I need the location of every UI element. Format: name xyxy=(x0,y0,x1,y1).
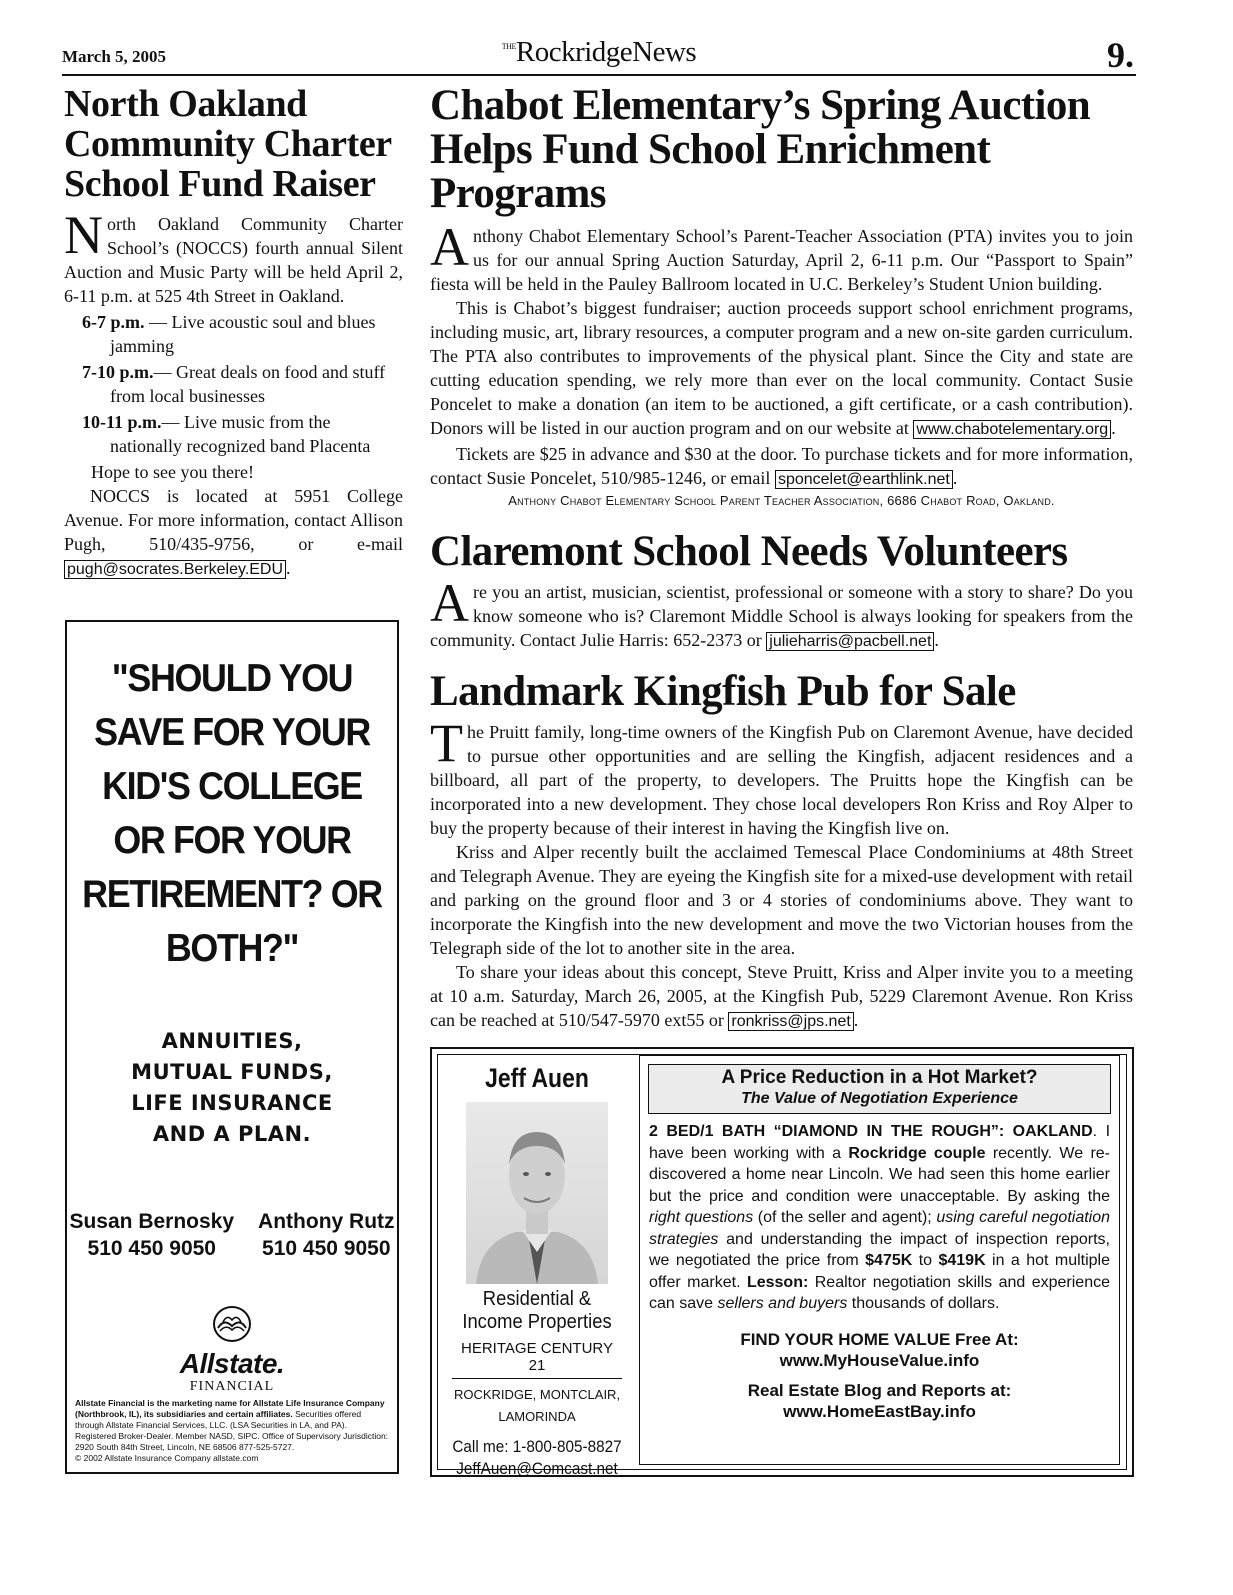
article-paragraph: The Pruitt family, long-time owners of the Kingfish Pub on Claremont Avenue, have decided to pursue other opportunities and are selling the Kingfish, adjacent residences and a billboard, all part of the property, to developers. The Pruitts hope the Kingfish can be incorporated into a new development. They chose local developers Ron Kriss and Roy Alper to buy the property because of their interest in having the Kingfish live on. xyxy=(430,713,1133,838)
event-schedule xyxy=(82,310,403,458)
website-link[interactable]: www.chabotelementary.org xyxy=(913,420,1111,439)
schedule-item: 10-11 p.m.— Live music from the nationally recognized band Placenta xyxy=(82,412,371,456)
blog-link[interactable]: www.HomeEastBay.info xyxy=(783,1402,976,1421)
closing-line: Hope to see you there! xyxy=(91,462,254,482)
article-headline: Claremont School Needs Volunteers xyxy=(430,528,1068,575)
masthead-title: RockridgeNews xyxy=(515,36,697,68)
masthead xyxy=(62,36,1136,69)
agent-company: HERITAGE CENTURY 21 xyxy=(452,1340,622,1379)
agent-phone[interactable]: Call me: 1-800-805-8827 xyxy=(452,1437,622,1456)
allstate-brand: Allstate. xyxy=(179,1348,285,1379)
article-paragraph: To share your ideas about this concept, Steve Pruitt, Kriss and Alper invite you to a meeting at 10 a.m. Saturday, March 26, 2005, at the Kingfish Pub, 5229 Claremont Avenue. Ron Kriss can be reached at 510/547-5970 ext55 or ronkriss@jps.net . xyxy=(430,962,1133,1030)
drop-cap: A xyxy=(430,217,469,277)
ad-fine-print: Allstate Financial is the marketing name for Allstate Life Insurance Company (Northbrook, IL), its subsidiaries and certain affiliates. Securities offered through Allstate Financial Services, LLC. (LSA Securities in LA, and PA). Registered Broker-Dealer. Member NASD, SIPC. Office of Supervisory Jurisdiction: 2920 South 84th Street, Lincoln, NE 68506 877-525-5727. © 2002 Allstate Insurance Company allstate.com xyxy=(75,1398,389,1463)
drop-cap: T xyxy=(430,713,463,773)
page-header xyxy=(62,35,1136,76)
agent-email[interactable]: JeffAuen@Comcast.net xyxy=(456,1459,618,1478)
article-paragraph: Anthony Chabot Elementary School’s Parent-Teacher Association (PTA) invites you to join us for our annual Spring Auction Saturday, April 2, 6-11 p.m. Our “Passport to Spain” fiesta will be held in the Pauley Ballroom located in U.C. Berkeley’s Student Union building. xyxy=(430,217,1133,294)
ad-title-box xyxy=(648,1064,1111,1114)
ad-subtitle: The Value of Negotiation Experience xyxy=(741,1090,1018,1107)
email-link[interactable]: pugh@socrates.Berkeley.EDU xyxy=(64,560,286,579)
ad-body: 2 BED/1 BATH “DIAMOND IN THE ROUGH”: OAKLAND. I have been working with a Rockridge couple recently. We re-discovered a home near Lincoln. We had seen this home earlier but the price and condition were unacceptable. By asking the right questions (of the seller and agent); using careful negotiation strategies and understanding the impact of inspection reports, we negotiated the price from $475K to $419K in a hot multiple offer market. Lesson: Realtor negotiation skills and experience can save sellers and buyers thousands of dollars. xyxy=(649,1123,1111,1312)
drop-cap: N xyxy=(64,205,103,265)
email-link[interactable]: ronkriss@jps.net xyxy=(728,1012,853,1031)
home-value-link[interactable]: www.MyHouseValue.info xyxy=(779,1351,980,1370)
ad-copy-panel xyxy=(639,1055,1120,1465)
kingfish-article xyxy=(430,670,1133,1034)
agent-panel xyxy=(438,1055,636,1478)
article-headline: North Oakland Community Charter School Fund Raiser xyxy=(64,83,392,205)
home-value-cta: FIND YOUR HOME VALUE Free At: www.MyHouseValue.info xyxy=(640,1329,1119,1372)
agent-card: Anthony Rutz 510 450 9050 xyxy=(258,1210,395,1260)
article-credit: Anthony Chabot Elementary School Parent Teacher Association, 6686 Chabot Road, Oakland. xyxy=(508,493,1055,508)
location-paragraph: NOCCS is located at 5951 College Avenue. For more information, contact Allison Pugh, 510/435-9756, or e-mail pugh@socrates.Berkeley.EDU . xyxy=(64,486,403,578)
service-area: ROCKRIDGE, MONTCLAIR, LAMORINDA xyxy=(453,1387,621,1424)
agent-portrait-icon xyxy=(466,1102,608,1284)
article-headline: Landmark Kingfish Pub for Sale xyxy=(430,668,1016,715)
drop-cap: A xyxy=(430,573,469,633)
email-link[interactable]: julieharris@pacbell.net xyxy=(766,632,934,651)
masthead-the: THE xyxy=(501,42,516,51)
article-paragraph: Tickets are $25 in advance and $30 at the door. To purchase tickets and for more information, contact Susie Poncelet, 510/985-1246, or email sponcelet@earthlink.net . xyxy=(430,444,1133,488)
ad-title: A Price Reduction in a Hot Market? xyxy=(721,1067,1038,1088)
article-intro: North Oakland Community Charter School’s (NOCCS) fourth annual Silent Auction and Music Party will be held April 2, 6-11 p.m. at 525 4th Street in Oakland. xyxy=(64,205,403,306)
email-link[interactable]: sponcelet@earthlink.net xyxy=(775,470,953,489)
page-number: 9. xyxy=(1107,35,1134,75)
schedule-item: 6-7 p.m. — Live acoustic soul and blues jamming xyxy=(82,312,376,356)
right-column xyxy=(430,84,1133,1034)
claremont-article xyxy=(430,530,1133,654)
realestate-ad xyxy=(430,1047,1134,1477)
good-hands-icon xyxy=(210,1304,254,1344)
article-paragraph: Are you an artist, musician, scientist, professional or someone with a story to share? Do you know someone who is? Claremont Middle School is always looking for speakers from the community. Contact Julie Harris: 652-2373 or julieharris@pacbell.net . xyxy=(430,573,1133,650)
schedule-item: 7-10 p.m.— Great deals on food and stuff from local businesses xyxy=(82,362,386,406)
agent-contact xyxy=(448,1436,626,1480)
agent-card: Susan Bernosky 510 450 9050 xyxy=(69,1210,235,1260)
agent-photo xyxy=(466,1102,608,1284)
allstate-financial: FINANCIAL xyxy=(189,1379,275,1394)
article-paragraph: This is Chabot’s biggest fundraiser; auction proceeds support school enrichment programs, including music, art, library resources, a computer program and a new on-site garden curriculum. The PTA also contributes to improvements of the physical plant. Since the City and state are cutting education spending, we rely more than ever on the local community. Contact Susie Poncelet to make a donation (an item to be auctioned, a gift certificate, or a cash contribution). Donors will be listed in our auction program and on our website at www.chabotelementary.org . xyxy=(430,298,1133,438)
issue-date: March 5, 2005 xyxy=(62,47,167,66)
agent-name: Jeff Auen xyxy=(485,1063,589,1093)
agent-specialty: Residential & Income Properties xyxy=(462,1288,612,1333)
article-headline: Chabot Elementary’s Spring Auction Helps Fund School Enrichment Programs xyxy=(430,82,1091,217)
article-paragraph: Kriss and Alper recently built the acclaimed Temescal Place Condominiums at 48th Street and Telegraph Avenue. They are eyeing the Kingfish site for a mixed-use development with retail and parking on the ground floor and 3 or 4 stories of condominiums above. They want to incorporate the Kingfish into the new development and move the two Victorian houses from the Telegraph side of the lot to another site in the area. xyxy=(430,842,1133,958)
allstate-logo xyxy=(67,1304,397,1395)
ad-agents xyxy=(67,1208,397,1262)
blog-cta: Real Estate Blog and Reports at: www.HomeEastBay.info xyxy=(640,1380,1119,1423)
allstate-ad xyxy=(65,620,399,1474)
noccs-article xyxy=(64,84,403,582)
ad-products: ANNUITIES, MUTUAL FUNDS, LIFE INSURANCE AND A PLAN. xyxy=(131,1029,333,1146)
ad-question: "SHOULD YOU SAVE FOR YOUR KID'S COLLEGE OR FOR YOUR RETIREMENT? OR BOTH?" xyxy=(82,657,382,970)
chabot-article xyxy=(430,84,1133,508)
